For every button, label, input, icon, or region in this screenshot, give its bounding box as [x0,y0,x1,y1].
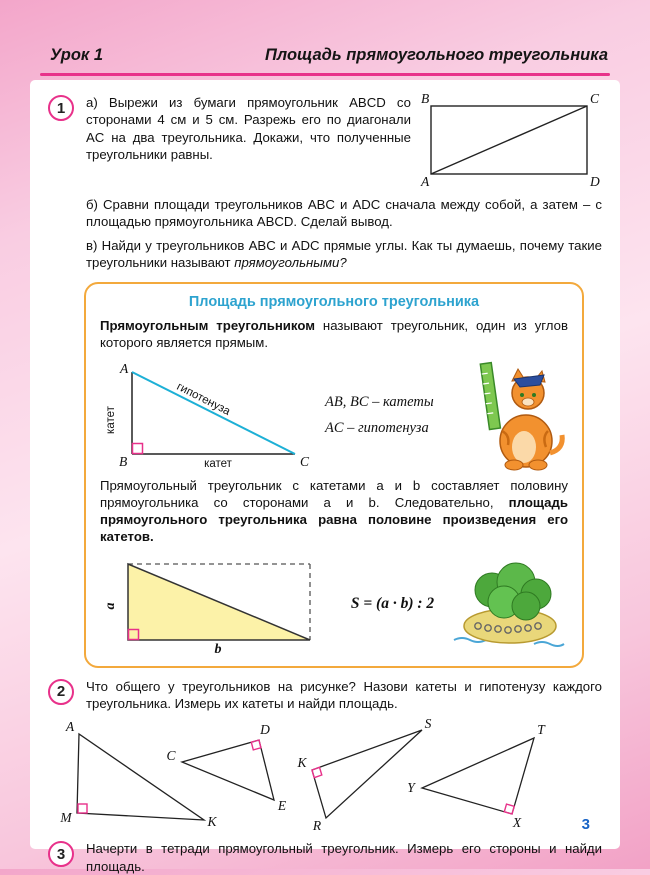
cat-eye [532,393,536,397]
vertex-label: X [512,815,522,831]
area-formula: S = (a · b) : 2 [350,594,435,612]
triangle-skr [296,718,431,833]
vertex-label: D [590,174,600,189]
triangle-cde [166,722,286,813]
page-title: Площадь прямоугольного треугольника [265,46,608,64]
vertex-label: E [277,798,287,814]
rule-box-title: Площадь прямоугольного треугольника [188,293,480,310]
task-1 [48,91,602,272]
yellow-triangle-diagram [100,552,335,656]
right-triangle-diagram [100,358,315,472]
vertex-label: K [207,814,217,830]
ruler [480,363,500,430]
cat-muzzle [522,398,534,406]
header-divider [40,73,610,76]
vertex-label: A [65,719,75,735]
cat-paw [505,460,523,470]
cat-paw [529,460,547,470]
page-number: 3 [581,816,590,833]
vertex-label: Y [407,780,415,796]
task-1-number-badge: 1 [48,95,74,121]
vertex-label: K [297,755,307,771]
cat-with-ruler-illustration [468,357,568,473]
island-illustration [450,556,568,652]
water-wave [534,642,564,646]
vertex-label: C [166,748,176,764]
task-3-number-badge: 3 [48,841,74,867]
definition-term: Прямоугольным треугольником [100,317,315,333]
side-a-label: a [103,602,118,610]
triangles-svg [54,718,599,833]
half-rectangle-paragraph [100,477,568,546]
triangle-figure-row [100,357,568,473]
task-1-part-v-emphasis: прямоугольными? [234,255,347,271]
legend-gipotenuza: AC – гипотенуза [325,420,429,436]
vertex-label: R [312,818,322,834]
task-3 [48,840,602,875]
lesson-label: Урок 1 [50,46,104,64]
task-1-body [86,91,602,272]
hypotenuse-label: гипотенуза [174,380,233,418]
vertex-label: B [421,91,430,106]
bush [512,592,540,620]
task-2-number-badge: 2 [48,679,74,705]
paragraph-text: Прямоугольный треугольник с катетами a и b составляет половину прямоугольника со сторонами a и b. Следовательно, [100,478,568,511]
rule-box [84,282,584,668]
hypotenuse-ac [132,372,295,454]
formula-figure-row [100,552,568,656]
leg-label-bottom: катет [204,458,232,470]
definition-paragraph [100,317,568,351]
rectangle-abcd-diagram [417,90,602,190]
cat-eye [520,393,524,397]
task-1-part-b: б) Сравни площади треугольников ABC и ADC сначала между собой, а затем – с площадью прямоугольника ABCD. Сделай вывод. [86,197,602,230]
vertex-label: C [590,91,600,106]
vertex-label: D [260,722,270,738]
four-triangles-figure [54,718,602,838]
vertex-label: T [537,722,545,738]
sides-legend [321,389,462,441]
definition-rest: называют треугольник, один из углов которого является прямым. [100,317,568,350]
yellow-right-triangle [128,564,310,640]
task-1-part-v [86,237,602,272]
leg-label-left: катет [105,406,117,434]
task-2-text: Что общего у треугольников на рисунке? Назови катеты и гипотенузу каждого треугольника. Измерь их катеты и найди площадь. [86,678,602,712]
vertex-label: A [421,174,430,189]
vertex-label: B [119,454,128,469]
vertex-label: M [60,810,72,826]
side-b-label: b [214,641,222,656]
task-3-text: Начерти в тетради прямоугольный треугольник. Измерь его стороны и найди площадь. [86,841,602,874]
task-2 [48,678,602,713]
triangle-amk [59,719,217,829]
paragraph-bold-rule: площадь прямоугольного треугольника равна половине произведения его катетов. [100,495,568,545]
diagonal-ac [431,106,587,174]
vertex-label: A [120,361,129,376]
triangle-tyx [407,722,546,830]
cat-belly [512,431,536,463]
page-header [50,46,608,65]
task-1-part-a: а) Вырежи из бумаги прямоугольник ABCD со сторонами 4 см и 5 см. Разрежь его по диагонали AC на два треугольника. Докажи, что полученные треугольники равны. [86,95,411,163]
content-page [30,80,620,874]
right-angle-marker [133,444,143,454]
legend-katety: AB, BC – катеты [325,393,434,410]
vertex-label: C [300,454,310,469]
vertex-label: S [424,718,432,732]
task-1-part-v-text: в) Найди у треугольников ABC и ADC прямые углы. Как ты думаешь, почему такие треугольники называют [86,237,602,271]
